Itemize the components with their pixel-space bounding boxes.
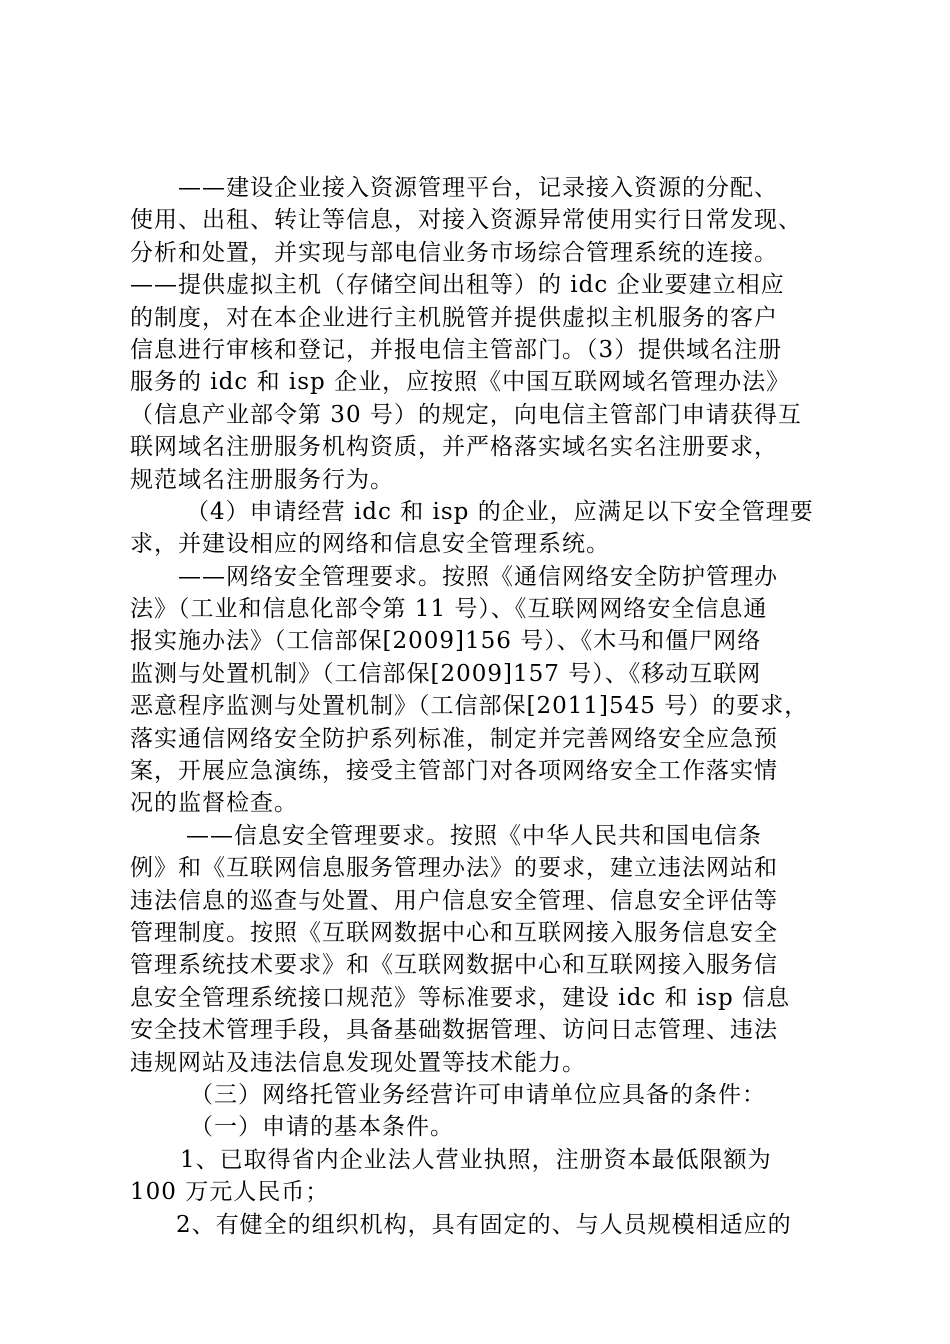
text-line: 管理系统技术要求》和《互联网数据中心和互联网接入服务信 — [130, 952, 778, 979]
text-line: ——网络安全管理要求。按照《通信网络安全防护管理办 — [178, 563, 778, 590]
text-line: ——建设企业接入资源管理平台，记录接入资源的分配、 — [178, 175, 778, 201]
text-line: 100 万元人民币； — [130, 1179, 330, 1206]
text-line: 求，并建设相应的网络和信息安全管理系统。 — [130, 531, 610, 558]
text-line: （三）网络托管业务经营许可申请单位应具备的条件： — [190, 1081, 766, 1108]
text-line: ——信息安全管理要求。按照《中华人民共和国电信条 — [186, 822, 762, 849]
text-line: 使用、出租、转让等信息，对接入资源异常使用实行日常发现、 — [130, 207, 802, 234]
text-line: 法》（工业和信息化部令第 11 号）、《互联网网络安全信息通 — [130, 596, 768, 623]
text-line: （一）申请的基本条件。 — [190, 1114, 454, 1141]
text-line: 违规网站及违法信息发现处置等技术能力。 — [130, 1049, 586, 1076]
text-line: 报实施办法》（工信部保[2009]156 号）、《木马和僵尸网络 — [130, 628, 762, 655]
text-line: 例》和《互联网信息服务管理办法》的要求，建立违法网站和 — [130, 855, 778, 882]
text-line: 信息进行审核和登记，并报电信主管部门。（3）提供域名注册 — [130, 336, 783, 363]
text-line: （4）申请经营 idc 和 isp 的企业，应满足以下安全管理要 — [186, 498, 814, 525]
text-line: 息安全管理系统接口规范》等标准要求，建设 idc 和 isp 信息 — [130, 984, 791, 1011]
text-line: 服务的 idc 和 isp 企业，应按照《中国互联网域名管理办法》 — [130, 369, 791, 396]
document-body — [130, 172, 835, 1241]
text-line: 况的监督检查。 — [130, 790, 298, 817]
text-line: 管理制度。按照《互联网数据中心和互联网接入服务信息安全 — [130, 919, 778, 946]
text-line: 1、已取得省内企业法人营业执照，注册资本最低限额为 — [180, 1146, 772, 1173]
text-line: 监测与处置机制》（工信部保[2009]157 号）、《移动互联网 — [130, 660, 762, 687]
text-line: （信息产业部令第 30 号）的规定，向电信主管部门申请获得互 — [130, 401, 802, 428]
text-line: 案，开展应急演练，接受主管部门对各项网络安全工作落实情 — [130, 758, 778, 785]
text-line: 恶意程序监测与处置机制》（工信部保[2011]545 号）的要求， — [130, 693, 809, 720]
text-line: 违法信息的巡查与处置、用户信息安全管理、信息安全评估等 — [130, 887, 778, 914]
text-line: 规范域名注册服务行为。 — [130, 466, 394, 493]
text-line: 的制度，对在本企业进行主机脱管并提供虚拟主机服务的客户 — [130, 304, 778, 331]
text-line: 落实通信网络安全防护系列标准，制定并完善网络安全应急预 — [130, 725, 778, 752]
text-line: 分析和处置，并实现与部电信业务市场综合管理系统的连接。 — [130, 239, 778, 266]
text-line: 联网域名注册服务机构资质，并严格落实域名实名注册要求， — [130, 434, 778, 461]
text-line: 2、有健全的组织机构，具有固定的、与人员规模相适应的 — [176, 1211, 792, 1238]
text-line: 安全技术管理手段，具备基础数据管理、访问日志管理、违法 — [130, 1017, 778, 1044]
text-line: ——提供虚拟主机（存储空间出租等）的 idc 企业要建立相应 — [130, 272, 785, 299]
